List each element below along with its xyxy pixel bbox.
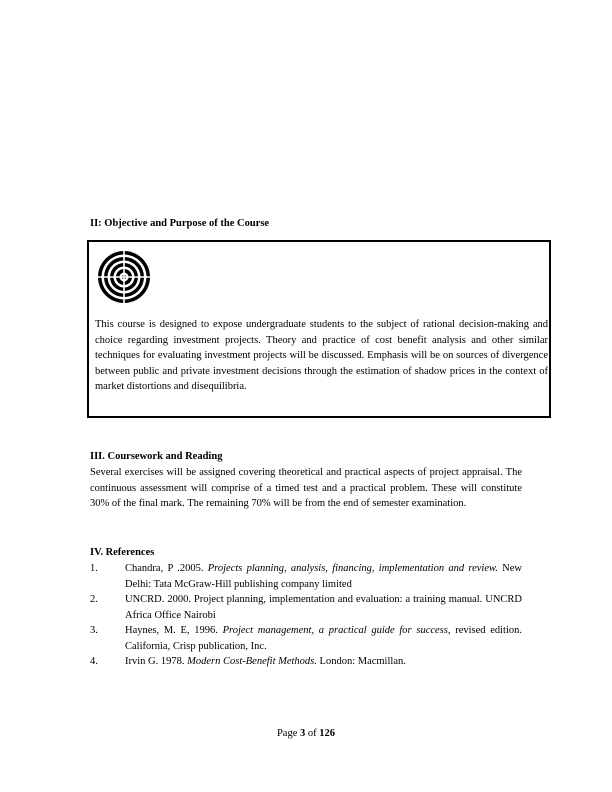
reference-text: Haynes, M. E, 1996. (125, 625, 223, 636)
reference-text: UNCRD. 2000. Project planning, implementation and evaluation: a training manual. UNCRD Africa Office Nairobi (125, 594, 522, 621)
reference-publisher: , revised edition. California, Crisp publication, Inc. (125, 625, 523, 652)
reference-number: 2. (90, 594, 98, 605)
reference-item (90, 561, 522, 592)
page-footer (0, 726, 612, 742)
reference-number: 4. (90, 656, 98, 667)
reference-item (90, 654, 522, 670)
objective-text: This course is designed to expose undergraduate students to the subject of rational decision-making and choice regarding investment projects. Theory and practice of cost benefit analysis and other similar techniques for evaluating investment projects will be discussed. Emphasis will be on sources of divergence between public and private investment decisions through the estimation of shadow prices in the context of market distortions and disequilibria. (95, 319, 548, 392)
section-iii-heading: III. Coursework and Reading (90, 451, 223, 462)
reference-item (90, 592, 522, 623)
page-of-label: of (305, 728, 320, 739)
reference-number: 1. (90, 563, 98, 574)
page-label: Page (276, 728, 301, 739)
reference-text: Chandra, P .2005. (125, 563, 208, 574)
section-ii-heading: II: Objective and Purpose of the Course (90, 218, 270, 229)
reference-title: Projects planning, analysis, financing, implementation and review. (207, 563, 498, 574)
reference-item (90, 623, 522, 654)
reference-title: Modern Cost-Benefit Methods. (187, 656, 317, 667)
objective-box (87, 240, 551, 418)
reference-title: Project management, a practical guide for success (222, 625, 448, 636)
current-page-number: 3 (300, 728, 306, 739)
section-iv-heading: IV. References (90, 547, 155, 558)
reference-publisher: New Delhi: Tata McGraw-Hill publishing company limited (125, 563, 522, 590)
target-icon (97, 250, 151, 304)
coursework-text: Several exercises will be assigned covering theoretical and practical aspects of project appraisal. The continuous assessment will comprise of a timed test and a practical problem. These will constitute 30% of the final mark. The remaining 70% will be from the end of semester examination. (90, 467, 522, 509)
reference-text: Irvin G. 1978. (125, 656, 188, 667)
reference-publisher: London: Macmillan. (316, 656, 406, 667)
reference-number: 3. (90, 625, 98, 636)
references-list (90, 561, 522, 670)
total-pages-number: 126 (319, 728, 336, 739)
